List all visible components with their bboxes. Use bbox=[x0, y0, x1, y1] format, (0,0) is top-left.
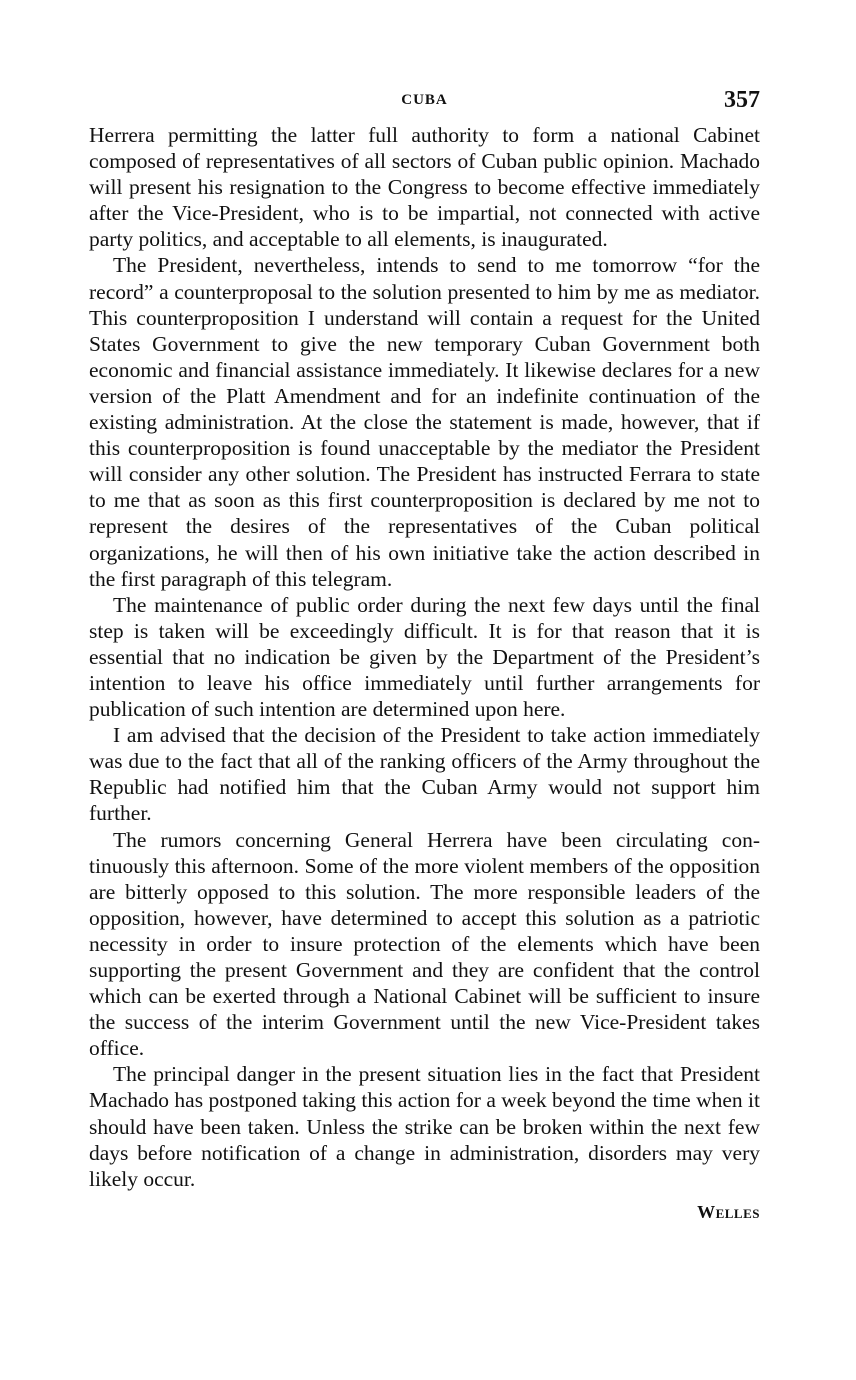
document-page bbox=[89, 82, 760, 1223]
running-header bbox=[89, 82, 760, 122]
paragraph-public-order: The maintenance of public order during the next few days until the final step is taken will be exceedingly difficult. It is for that reason that it is essential that no indication be given by the Department of the President’s intention to leave his office immediately until further arrangements for publication of such intention are determined upon here. bbox=[89, 592, 760, 722]
paragraph-principal-danger: The principal danger in the present situation lies in the fact that President Machado has postponed taking this action for a week beyond the time when it should have been taken. Unless the strike can be broken within the next few days before notification of a change in administration, disorders may very likely occur. bbox=[89, 1062, 760, 1191]
paragraph-continuation: Herrera permitting the latter full authority to form a national Cabinet composed of representatives of all sectors of Cuban public opinion. Machado will present his resignation to the Congress to become effective immediately after the Vice-President, who is to be impartial, not connected with active party politics, and acceptable to all elements, is inaugurated. bbox=[89, 123, 760, 252]
paragraph-army-decision: I am advised that the decision of the President to take action immediately was due to the fact that all of the ranking officers of the Army throughout the Republic had notified him that the Cuban Army would not support him further. bbox=[89, 723, 760, 826]
telegram-body bbox=[89, 122, 760, 1192]
running-title: CUBA bbox=[401, 92, 448, 108]
paragraph-counterproposal: The President, nevertheless, intends to send to me tomorrow “for the record” a counterproposal to the solution presented to him by me as mediator. This counterproposition I understand will contain a request for the United States Government to give the new temporary Cuban Government both economic and financial assistance immediately. It likewise declares for a new version of the Platt Amendment and for an indefinite continuation of the existing administration. At the close the statement is made, however, that if this counterproposition is found unacceptable by the mediator the President will consider any other solution. The President has instructed Ferrara to state to me that as soon as this first counterproposition is declared by me not to represent the desires of the representatives of the Cuban political organizations, he will then of his own initiative take the action described in the first paragraph of this telegram. bbox=[89, 253, 760, 591]
page-number: 357 bbox=[724, 87, 760, 113]
signature: Welles bbox=[697, 1201, 760, 1222]
paragraph-herrera-rumors: The rumors concerning General Herrera have been circulating continuously this afternoon. Some of the more violent members of the opposition are bitterly opposed to this solution. The more responsible leaders of the opposition, however, have determined to accept this solution as a patriotic necessity in order to insure protection of the elements which have been supporting the present Government and they are confident that the control which can be exerted through a National Cabinet will be sufficient to insure the success of the interim Government until the new Vice-President takes office. bbox=[89, 827, 760, 1061]
